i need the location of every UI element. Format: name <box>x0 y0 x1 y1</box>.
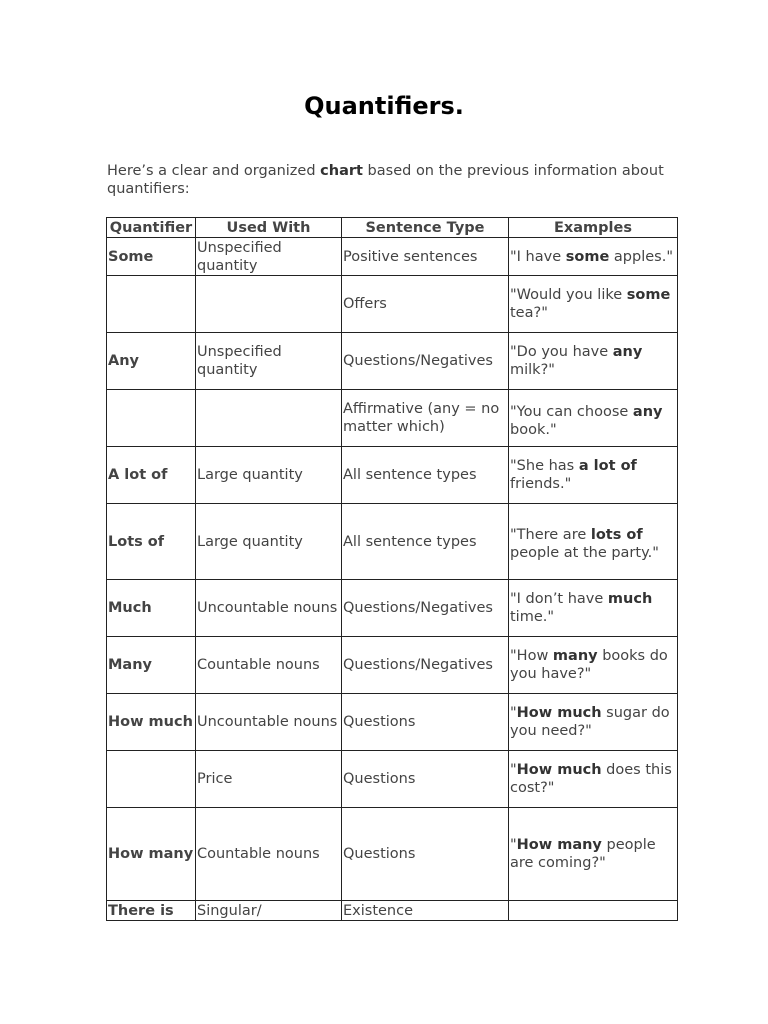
sentence-type-cell: Questions/Negatives <box>342 333 509 390</box>
used-with-cell <box>196 390 342 447</box>
quantifier-cell: Many <box>107 637 196 694</box>
intro-paragraph <box>107 162 667 198</box>
example-text: " <box>510 705 517 721</box>
example-keyword: lots of <box>590 527 643 543</box>
table-row <box>107 504 678 580</box>
example-text: people at the party." <box>510 545 659 561</box>
intro-text-before: Here’s a clear and organized <box>107 163 321 179</box>
example-text: "She has <box>510 458 579 474</box>
example-text: book." <box>510 421 557 438</box>
sentence-type-cell: Questions/Negatives <box>342 580 509 637</box>
table-row <box>107 238 678 276</box>
quantifier-cell: Some <box>107 238 196 276</box>
sentence-type-cell: Questions <box>342 694 509 751</box>
sentence-type-cell: Questions <box>342 808 509 901</box>
example-cell <box>509 637 678 694</box>
table-body <box>107 238 678 921</box>
example-text: "You can choose <box>510 403 633 420</box>
example-cell <box>509 580 678 637</box>
example-cell <box>509 694 678 751</box>
quantifier-cell <box>107 390 196 447</box>
used-with-cell: Price <box>196 751 342 808</box>
example-cell <box>509 504 678 580</box>
sentence-type-cell: Questions/Negatives <box>342 637 509 694</box>
table-row <box>107 390 678 447</box>
used-with-cell: Singular/ <box>196 901 342 921</box>
sentence-type-cell: Existence <box>342 901 509 921</box>
sentence-type-cell: All sentence types <box>342 447 509 504</box>
sentence-type-cell: Affirmative (any = no matter which) <box>342 390 509 447</box>
intro-text-after: based on the previous information about quantifiers: <box>107 163 664 197</box>
used-with-cell: Countable nouns <box>196 808 342 901</box>
quantifier-cell: A lot of <box>107 447 196 504</box>
example-text: milk?" <box>510 362 555 378</box>
example-keyword: a lot of <box>578 458 637 474</box>
example-cell <box>509 333 678 390</box>
sentence-type-cell: Questions <box>342 751 509 808</box>
quantifier-cell: There is <box>107 901 196 921</box>
example-text: "Do you have <box>510 344 613 360</box>
example-text: time." <box>510 609 555 625</box>
used-with-cell: Large quantity <box>196 504 342 580</box>
page-title: Quantifiers. <box>304 92 464 120</box>
used-with-cell: Unspecified quantity <box>196 238 342 276</box>
example-keyword: How many <box>516 837 602 853</box>
quantifiers-table <box>106 217 678 921</box>
quantifier-cell <box>107 751 196 808</box>
example-text: " <box>510 837 517 853</box>
example-keyword: any <box>612 344 643 360</box>
sentence-type-cell: All sentence types <box>342 504 509 580</box>
quantifier-cell: Much <box>107 580 196 637</box>
used-with-cell: Uncountable nouns <box>196 580 342 637</box>
example-text: apples." <box>609 248 673 265</box>
header-sentence-type: Sentence Type <box>342 218 509 238</box>
used-with-cell: Large quantity <box>196 447 342 504</box>
example-cell <box>509 901 678 921</box>
used-with-cell: Countable nouns <box>196 637 342 694</box>
example-text: "I have <box>510 248 566 265</box>
sentence-type-cell: Positive sentences <box>342 238 509 276</box>
example-text: people are coming?" <box>510 837 656 871</box>
table-row <box>107 276 678 333</box>
example-keyword: some <box>626 287 671 303</box>
header-used-with: Used With <box>196 218 342 238</box>
example-cell <box>509 238 678 276</box>
table-row <box>107 751 678 808</box>
sentence-type-cell: Offers <box>342 276 509 333</box>
quantifier-cell: Any <box>107 333 196 390</box>
example-keyword: much <box>607 591 653 607</box>
example-keyword: any <box>632 403 663 420</box>
example-text: "Would you like <box>510 287 627 303</box>
table-row <box>107 447 678 504</box>
example-cell <box>509 276 678 333</box>
example-keyword: many <box>552 648 598 664</box>
example-cell <box>509 751 678 808</box>
example-text: "How <box>510 648 553 664</box>
used-with-cell <box>196 276 342 333</box>
table-row <box>107 901 678 921</box>
example-text: "I don’t have <box>510 591 608 607</box>
quantifier-cell: Lots of <box>107 504 196 580</box>
example-cell <box>509 808 678 901</box>
example-text: friends." <box>510 476 572 492</box>
example-text: " <box>510 762 517 778</box>
used-with-cell: Uncountable nouns <box>196 694 342 751</box>
example-cell <box>509 447 678 504</box>
example-text: "There are <box>510 527 591 543</box>
intro-text-bold: chart <box>320 163 363 179</box>
example-keyword: How much <box>516 762 602 778</box>
table-row <box>107 694 678 751</box>
table-row <box>107 333 678 390</box>
example-text: books do you have?" <box>510 648 668 682</box>
table-row <box>107 808 678 901</box>
used-with-cell: Unspecified quantity <box>196 333 342 390</box>
example-text: sugar do you need?" <box>510 705 670 739</box>
quantifier-cell: How many <box>107 808 196 901</box>
table-header-row <box>107 218 678 238</box>
table-row <box>107 580 678 637</box>
quantifier-cell: How much <box>107 694 196 751</box>
example-keyword: some <box>565 248 610 265</box>
quantifier-cell <box>107 276 196 333</box>
example-cell <box>509 390 678 447</box>
example-text: does this cost?" <box>510 762 672 796</box>
example-keyword: How much <box>516 705 602 721</box>
header-quantifier: Quantifier <box>107 218 196 238</box>
example-text: tea?" <box>510 305 548 321</box>
header-examples: Examples <box>509 218 678 238</box>
table-row <box>107 637 678 694</box>
